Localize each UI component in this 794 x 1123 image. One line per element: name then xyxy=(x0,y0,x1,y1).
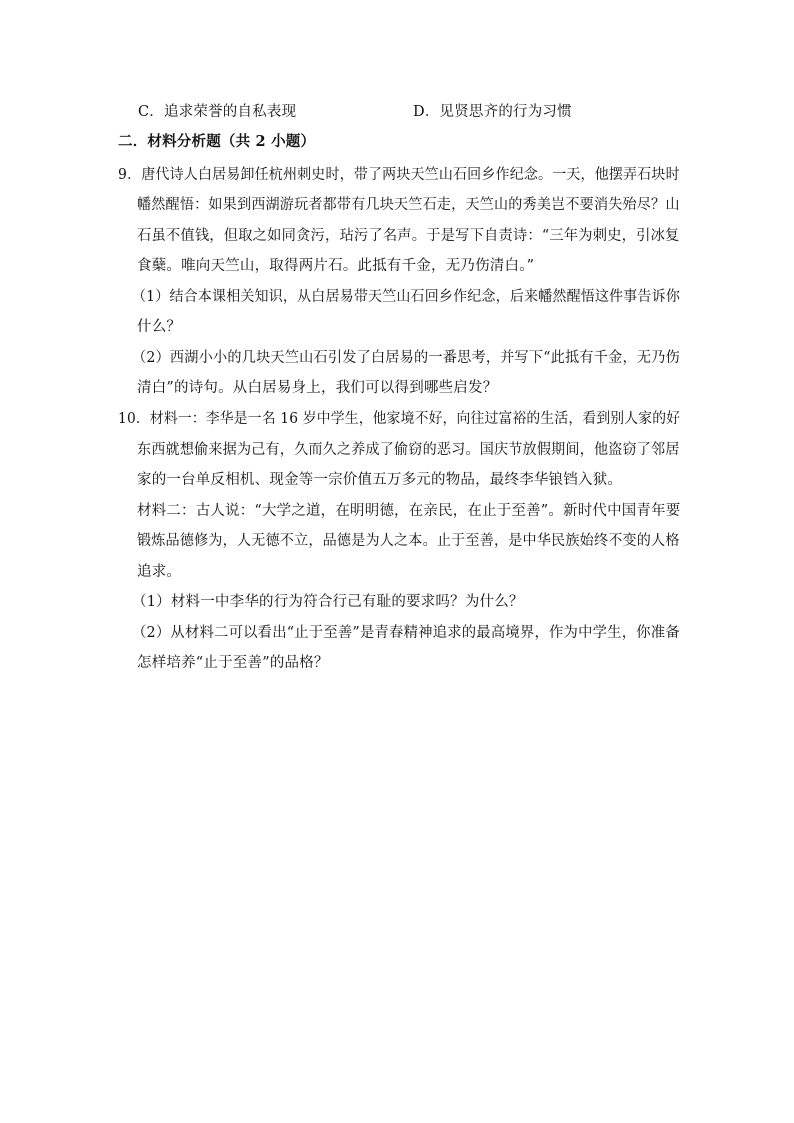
q9-sub1-line-2: 什么？ xyxy=(137,319,182,335)
q10-sub2-line-1: （2）从材料二可以看出“止于至善”是青春精神追求的最高境界，作为中学生，你准备 xyxy=(132,625,680,641)
q9-sub2-line-1: （2）西湖小小的几块天竺山石引发了白居易的一番思考，并写下“此抵有千金，无乃伤 xyxy=(132,350,680,366)
section-heading: 二．材料分析题（共 2 小题） xyxy=(118,133,316,150)
q10-sub1-line-1: （1）材料一中李华的行为符合行己有耻的要求吗？为什么？ xyxy=(132,594,524,610)
q10-material2-line-3: 追求。 xyxy=(137,564,182,580)
q9-line-2: 幡然醒悟：如果到西湖游玩者都带有几块天竺石走，天竺山的秀美岂不要消失殆尽？山 xyxy=(137,197,680,213)
q9-sub1-line-1: （1）结合本课相关知识，从白居易带天竺山石回乡作纪念，后来幡然醒悟这件事告诉你 xyxy=(132,289,681,305)
q9-line-3: 石虽不值钱，但取之如同贪污，玷污了名声。于是写下自责诗：“三年为刺史，引冰复 xyxy=(137,228,680,244)
q9-line-4: 食蘖。唯向天竺山，取得两片石。此抵有千金，无乃伤清白。” xyxy=(137,258,535,274)
q10-material1-line-2: 东西就想偷来据为己有，久而久之养成了偷窃的恶习。国庆节放假期间，他盗窃了邻居 xyxy=(137,442,680,458)
option-d: D．见贤思齐的行为习惯 xyxy=(413,104,572,120)
q10-material2-line-2: 锻炼品德修为，人无德不立，品德是为人之本。止于至善，是中华民族始终不变的人格 xyxy=(137,533,680,549)
q9-sub2-line-2: 清白”的诗句。从白居易身上，我们可以得到哪些启发？ xyxy=(137,380,498,396)
q10-material1-line-1: 10．材料一：李华是一名 16 岁中学生，他家境不好，向往过富裕的生活，看到别人家的好 xyxy=(118,411,681,427)
q10-sub2-line-2: 怎样培养“止于至善”的品格？ xyxy=(137,655,329,671)
q10-material1-line-3: 家的一台单反相机、现金等一宗价值五万多元的物品，最终李华锒铛入狱。 xyxy=(137,472,623,488)
q9-line-1: 9．唐代诗人白居易卸任杭州刺史时，带了两块天竺山石回乡作纪念。一天，他摆弄石块时 xyxy=(118,167,680,183)
option-c: C．追求荣誉的自私表现 xyxy=(138,104,297,120)
q10-material2-line-1: 材料二：古人说：“大学之道，在明明德，在亲民，在止于至善”。新时代中国青年要 xyxy=(137,503,681,519)
